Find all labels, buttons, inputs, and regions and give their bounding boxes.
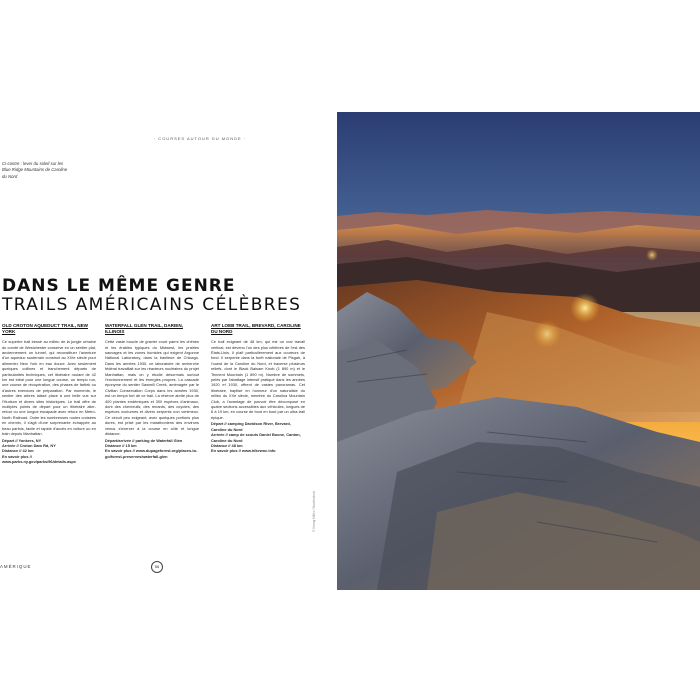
trail-column-2 (105, 323, 199, 459)
trail-info-link[interactable]: En savoir plus // www.dupageforest.org/places-to-go/forest-preserves/waterfall-glen (105, 448, 198, 459)
trail-description: Ce trail exigeant de 48 km, qui est un vrai travail vertical, est devenu l'un des plus célèbres de l'est des États-Unis. Il plaît particulièrement aux coureurs de fond. Il serpente dans la forêt nationale de Pisgah, à l'ouest de la Caroline du Nord, et traverse plusieurs reliefs, dont le Black Balsam Knob (1 890 m) et le Tennent Mountain (1 890 m). Nombre de sommets, pelés par l'abattage intensif pratiqué dans les années 1920 et 1930, offrent de vastes panoramas. Cet itinéraire, baptisé en honneur d'un naturaliste du milieu du XXe siècle, membre du Carolina Mountain Club, a l'avantage de pouvoir être décomposé en quatre sections accessibles aux véhicules, longues de 6 à 19 km, en course de bout en bout par un ultra-trail épique. (211, 339, 305, 420)
article-title: DANS LE MÊME GENRE (2, 276, 236, 296)
trail-heading: OLD CROTON AQUEDUCT TRAIL, NEW YORK (2, 323, 89, 334)
magazine-spread (0, 112, 700, 590)
trail-info-link[interactable]: En savoir plus // www.hikewnc.info (211, 448, 276, 454)
trail-info-line: Arrivée // camp de scouts Daniel Boone, Canton, Caroline du Nord (211, 432, 301, 443)
article-subtitle: TRAILS AMÉRICAINS CÉLÈBRES (2, 295, 302, 315)
right-page-photo (337, 112, 700, 590)
photo-credit: © Kenny Miller / Shutterstock (312, 490, 316, 532)
photo-caption: Ci-contre : lever du soleil sur les Blue Ridge Mountains de Caroline du Nord (2, 161, 68, 179)
trail-column-3 (211, 323, 305, 454)
trail-info (2, 438, 96, 465)
trail-heading: WATERFALL GLEN TRAIL, DARIEN, ILLINOIS (105, 323, 183, 334)
page-number: 56 (151, 561, 163, 573)
section-name: AMÉRIQUE (0, 564, 32, 569)
trail-info-line: Départ // camping Davidson River, Brevard, Caroline du Nord (211, 421, 291, 432)
mountain-sunrise-photo (337, 112, 700, 590)
trail-info-line: Distance // 15 km (105, 442, 137, 448)
trail-column-1 (2, 323, 96, 465)
left-page (0, 112, 337, 590)
trail-info-line: Arrivée // Croton Dam Rd, NY (2, 442, 56, 448)
trail-info-line: Départ/arrivée // parking de Waterfall Glen (105, 437, 183, 443)
running-head: · COURSES AUTOUR DU MONDE · (153, 136, 247, 141)
trail-heading: ART LOEB TRAIL, BREVARD, CAROLINE DU NORD (211, 323, 301, 334)
trail-info-line: Distance // 48 km (211, 442, 243, 448)
trail-info (211, 421, 305, 453)
trail-info-line: Départ // Yonkers, NY (2, 437, 42, 443)
trail-info-link[interactable]: En savoir plus // www.parks.ny.gov/parks/96/details.aspx (2, 453, 76, 465)
trail-info (105, 438, 199, 460)
trail-description: Ce superbe trail bessé au milieu de la jungle urbaine du comté de Westchester conserve en un sentier plat, anciennement un tunnel, qui reconstituer l'aventure d'un aqueduc souterrain construit au XIXe siècle pour alimenter New York en eau douce. Avec seulement quelques collines et tranchement départs de particularités techniques, cet itinéraire roulant de 42 km est idéal pour une longue course, un tempo run, une course de récupération, des phases de fartlek ou d'autres exercices de préparation. Par moments, le sentier des arbres laisse place à une belle vue sur l'Hudson et divers sites historiques. Le trail offre de multiples points de départ pour un itinéraire aller-retour ou une longue escapade avec retour en Metro-North Railroad. Outre les nombreuses routes croisées en chemin, il s'agit d'une surprenante échappée au beau parfois, facile et rapide d'accès en voiture ou en train depuis Manhattan. (2, 339, 96, 437)
trail-info-line: Distance // 42 km (2, 448, 34, 454)
trail-description: Cette vaste boucle de gravier court parmi les chênes et les érables typiques du Midwest, les prairies sauvages et les zones humides qui exigent Argonne National Laboratory, dans la banlieue de Chicago. Dans les années 1930, ce laboratoire de recherche fédéral travaillait sur les réacteurs nucléaires du projet Manhattan, mais on y étudie désormais surtout l'environnement et les énergies propres. La cascade éponyme du sentier Sawmill Creek, aménagée par le Civilian Conservation Corps dans les années 1930, est un temps fort de ce trail. La réserve abrite plus de 400 plantes endémiques et 300 espèces d'animaux, dont des chevreuils, des renards, des coyotes, des espèces nocturnes et divers serpents non venimeux. Ce circuit peu exigeant, avec quelques portions plus dures, est prisé par les marathoniens des environs venus s'exercer à la course en côte et longue distance. (105, 339, 199, 437)
